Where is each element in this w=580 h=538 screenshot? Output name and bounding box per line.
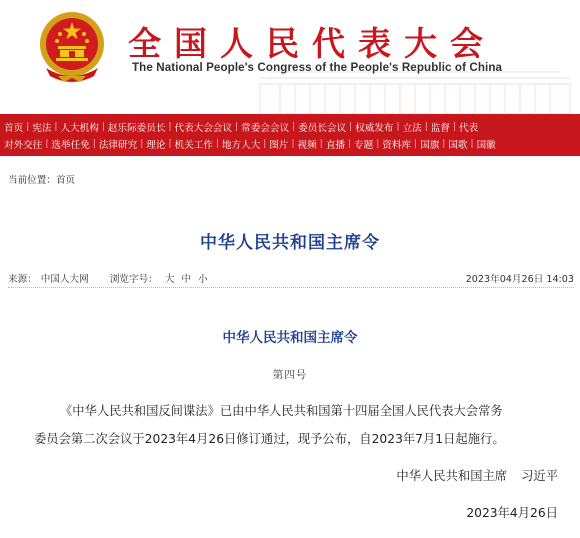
- nav-item[interactable]: 国旗: [420, 140, 440, 151]
- nav-item[interactable]: 监督: [430, 123, 450, 134]
- nav-row-primary: [4, 118, 481, 136]
- nav-item[interactable]: 机关工作: [174, 140, 213, 151]
- nav-separator: |: [54, 122, 58, 132]
- article-title: 中华人民共和国主席令: [200, 233, 380, 253]
- publish-datetime: 2023年04月26日 14:03: [465, 274, 574, 285]
- nav-item[interactable]: 权威发布: [355, 123, 394, 134]
- nav-separator: |: [235, 122, 239, 132]
- nav-separator: |: [263, 139, 267, 149]
- signer-name: 习近平: [521, 469, 558, 483]
- nav-separator: |: [470, 139, 474, 149]
- nav-separator: |: [349, 122, 353, 132]
- nav-separator: |: [396, 122, 400, 132]
- signer-title: 中华人民共和国主席: [396, 469, 508, 483]
- nav-item[interactable]: 立法: [402, 123, 422, 134]
- body-text-line-1: 《中华人民共和国反间谍法》已由中华人民共和国第十四届全国人民代表大会常务: [60, 404, 503, 418]
- font-size-large-button[interactable]: 大: [164, 274, 175, 285]
- nav-item[interactable]: 常委会会议: [241, 123, 290, 134]
- nav-separator: |: [215, 139, 219, 149]
- nav-separator: |: [348, 139, 352, 149]
- nav-item[interactable]: 理论: [146, 140, 166, 151]
- nav-item[interactable]: 地方人大: [221, 140, 261, 151]
- nav-separator: |: [376, 139, 380, 149]
- nav-row-secondary: [4, 135, 499, 153]
- national-emblem-icon: [36, 10, 108, 84]
- nav-item[interactable]: 专题: [354, 140, 374, 151]
- nav-item[interactable]: 直播: [325, 140, 345, 151]
- font-size-label: 浏览字号：: [109, 274, 158, 285]
- nav-item[interactable]: 资料库: [382, 140, 412, 151]
- nav-item[interactable]: 图片: [269, 140, 289, 151]
- order-number: 第四号: [272, 369, 308, 381]
- signer: [396, 466, 558, 484]
- nav-item[interactable]: 视频: [297, 140, 317, 151]
- nav-separator: |: [92, 139, 96, 149]
- nav-separator: |: [414, 139, 418, 149]
- font-size-small-button[interactable]: 小: [197, 274, 208, 285]
- nav-separator: |: [168, 122, 172, 132]
- font-size-medium-button[interactable]: 中: [181, 274, 191, 285]
- nav-item[interactable]: 代表大会会议: [174, 123, 233, 134]
- source-label: 来源：: [8, 274, 37, 285]
- nav-separator: |: [442, 139, 446, 149]
- nav-separator: |: [292, 122, 296, 132]
- sign-date: 2023年4月26日: [466, 506, 558, 520]
- source-name: 中国人大网: [40, 274, 89, 285]
- nav-item[interactable]: 法律研究: [98, 140, 138, 151]
- nav-separator: |: [140, 139, 144, 149]
- order-heading: 中华人民共和国主席令: [222, 330, 358, 346]
- breadcrumb: [8, 172, 75, 186]
- nav-item[interactable]: 委员长会议: [298, 123, 347, 134]
- nav-item[interactable]: 对外交往: [4, 140, 43, 151]
- breadcrumb-label: 当前位置：: [8, 175, 56, 186]
- body-text-line-2: 委员会第二次会议于2023年4月26日修订通过，现予公布，自2023年7月1日起施行。: [34, 432, 505, 446]
- meta-divider: [8, 287, 574, 288]
- site-title-english: The National People's Congress of the People's Republic of China: [132, 61, 503, 74]
- nav-separator: |: [168, 139, 172, 149]
- nav-separator: |: [291, 139, 295, 149]
- nav-item[interactable]: 首页: [4, 123, 24, 134]
- nav-separator: |: [319, 139, 323, 149]
- nav-item[interactable]: 国歌: [448, 140, 468, 151]
- nav-separator: |: [424, 122, 428, 132]
- nav-item[interactable]: 赵乐际委员长: [107, 123, 166, 134]
- nav-separator: |: [101, 122, 105, 132]
- nav-separator: |: [452, 122, 457, 132]
- site-title-chinese: 全国人民代表大会: [128, 24, 496, 63]
- nav-item[interactable]: 人大机构: [60, 123, 99, 134]
- main-navigation: [0, 114, 580, 156]
- site-header: [0, 0, 580, 114]
- nav-item[interactable]: 宪法: [32, 123, 52, 134]
- nav-item[interactable]: 选举任免: [51, 140, 90, 151]
- nav-separator: |: [45, 139, 49, 149]
- nav-item[interactable]: 国徽: [476, 140, 496, 151]
- nav-item[interactable]: 代表: [459, 123, 479, 134]
- breadcrumb-home-link[interactable]: 首页: [55, 175, 76, 186]
- nav-separator: |: [26, 122, 30, 132]
- article-meta: [8, 268, 574, 286]
